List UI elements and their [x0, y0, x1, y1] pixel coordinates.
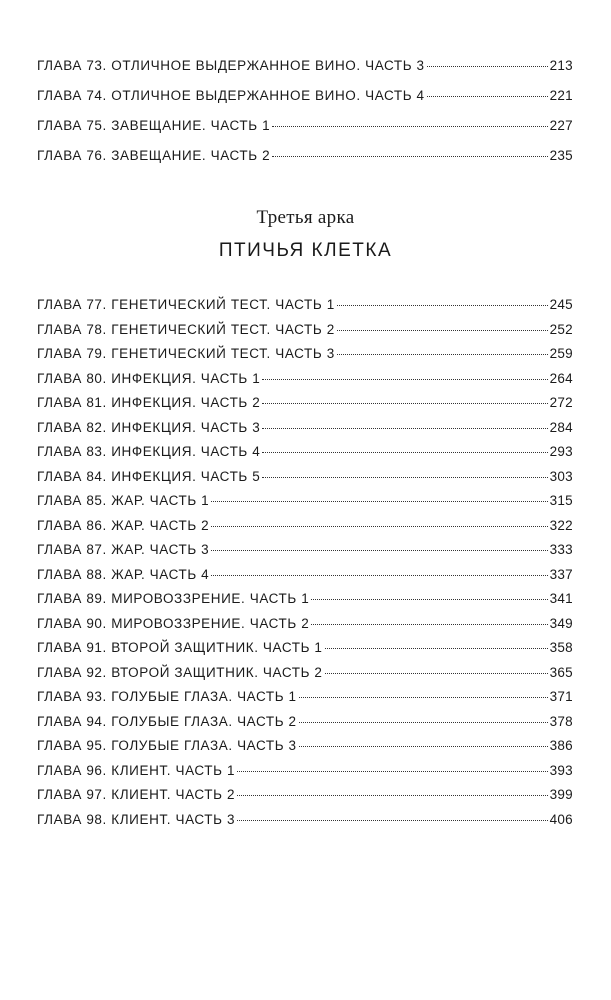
- toc-entry[interactable]: [37, 738, 573, 763]
- entry-title: ГЛАВА 74. ОТЛИЧНОЕ ВЫДЕРЖАННОЕ ВИНО. ЧАСТЬ 4: [37, 88, 425, 103]
- toc-entry[interactable]: [37, 665, 573, 690]
- entry-page-number: 252: [549, 321, 573, 337]
- toc-entry[interactable]: [37, 371, 573, 396]
- toc-entry[interactable]: [37, 118, 573, 148]
- toc-entry[interactable]: [37, 567, 573, 592]
- entry-page-number: 341: [549, 591, 573, 606]
- toc-previous-arc: [37, 58, 573, 178]
- entry-page-number: 365: [549, 664, 573, 680]
- entry-title: ГЛАВА 78. ГЕНЕТИЧЕСКИЙ ТЕСТ. ЧАСТЬ 2: [37, 321, 335, 337]
- dot-leader: [211, 519, 547, 527]
- entry-title: ГЛАВА 76. ЗАВЕЩАНИЕ. ЧАСТЬ 2: [37, 148, 271, 163]
- entry-page-number: 221: [549, 88, 573, 103]
- dot-leader: [311, 617, 547, 625]
- entry-title: ГЛАВА 89. МИРОВОЗЗРЕНИЕ. ЧАСТЬ 1: [37, 591, 310, 606]
- entry-title: ГЛАВА 91. ВТОРОЙ ЗАЩИТНИК. ЧАСТЬ 1: [37, 640, 323, 655]
- entry-title: ГЛАВА 84. ИНФЕКЦИЯ. ЧАСТЬ 5: [37, 468, 261, 484]
- toc-entry[interactable]: [37, 346, 573, 371]
- entry-page-number: 284: [549, 419, 573, 435]
- entry-page-number: 303: [549, 468, 573, 484]
- arc-subtitle: Третья арка: [256, 207, 355, 228]
- entry-page-number: 213: [549, 58, 573, 73]
- entry-title: ГЛАВА 85. ЖАР. ЧАСТЬ 1: [37, 493, 210, 508]
- entry-title: ГЛАВА 88. ЖАР. ЧАСТЬ 4: [37, 566, 210, 582]
- entry-title: ГЛАВА 73. ОТЛИЧНОЕ ВЫДЕРЖАННОЕ ВИНО. ЧАСТЬ 3: [37, 58, 425, 73]
- entry-title: ГЛАВА 81. ИНФЕКЦИЯ. ЧАСТЬ 2: [37, 395, 261, 410]
- dot-leader: [311, 592, 547, 600]
- dot-leader: [211, 568, 547, 576]
- entry-page-number: 378: [549, 713, 573, 729]
- entry-title: ГЛАВА 87. ЖАР. ЧАСТЬ 3: [37, 542, 210, 557]
- toc-entry[interactable]: [37, 322, 573, 347]
- entry-title: ГЛАВА 95. ГОЛУБЫЕ ГЛАЗА. ЧАСТЬ 3: [37, 738, 297, 753]
- entry-title: ГЛАВА 86. ЖАР. ЧАСТЬ 2: [37, 517, 210, 533]
- toc-entry[interactable]: [37, 616, 573, 641]
- entry-title: ГЛАВА 93. ГОЛУБЫЕ ГЛАЗА. ЧАСТЬ 1: [37, 689, 297, 704]
- entry-page-number: 399: [549, 787, 573, 802]
- dot-leader: [337, 347, 548, 355]
- dot-leader: [262, 396, 547, 404]
- dot-leader: [325, 641, 548, 649]
- toc-entry[interactable]: [37, 714, 573, 739]
- entry-title: ГЛАВА 83. ИНФЕКЦИЯ. ЧАСТЬ 4: [37, 444, 261, 459]
- toc-entry[interactable]: [37, 297, 573, 322]
- entry-title: ГЛАВА 90. МИРОВОЗЗРЕНИЕ. ЧАСТЬ 2: [37, 615, 310, 631]
- toc-entry[interactable]: [37, 469, 573, 494]
- entry-page-number: 393: [549, 762, 573, 778]
- dot-leader: [337, 298, 548, 306]
- entry-page-number: 406: [549, 811, 573, 827]
- entry-page-number: 358: [549, 640, 573, 655]
- toc-entry[interactable]: [37, 689, 573, 714]
- toc-entry[interactable]: [37, 518, 573, 543]
- entry-page-number: 264: [549, 370, 573, 386]
- entry-page-number: 349: [549, 615, 573, 631]
- entry-title: ГЛАВА 79. ГЕНЕТИЧЕСКИЙ ТЕСТ. ЧАСТЬ 3: [37, 346, 335, 361]
- toc-entry[interactable]: [37, 444, 573, 469]
- entry-title: ГЛАВА 94. ГОЛУБЫЕ ГЛАЗА. ЧАСТЬ 2: [37, 713, 297, 729]
- entry-page-number: 371: [549, 689, 573, 704]
- entry-title: ГЛАВА 92. ВТОРОЙ ЗАЩИТНИК. ЧАСТЬ 2: [37, 664, 323, 680]
- entry-title: ГЛАВА 97. КЛИЕНТ. ЧАСТЬ 2: [37, 787, 236, 802]
- toc-entry[interactable]: [37, 88, 573, 118]
- toc-entry[interactable]: [37, 812, 573, 837]
- dot-leader: [211, 494, 547, 502]
- dot-leader: [427, 59, 548, 67]
- dot-leader: [272, 149, 547, 157]
- dot-leader: [262, 470, 547, 478]
- entry-page-number: 333: [549, 542, 573, 557]
- dot-leader: [427, 89, 548, 97]
- toc-entry[interactable]: [37, 787, 573, 812]
- toc-third-arc: [37, 297, 573, 836]
- toc-entry[interactable]: [37, 591, 573, 616]
- dot-leader: [299, 715, 548, 723]
- dot-leader: [237, 788, 548, 796]
- dot-leader: [262, 421, 547, 429]
- entry-title: ГЛАВА 96. КЛИЕНТ. ЧАСТЬ 1: [37, 762, 236, 778]
- entry-page-number: 227: [549, 118, 573, 133]
- entry-title: ГЛАВА 82. ИНФЕКЦИЯ. ЧАСТЬ 3: [37, 419, 261, 435]
- entry-page-number: 315: [549, 493, 573, 508]
- entry-title: ГЛАВА 75. ЗАВЕЩАНИЕ. ЧАСТЬ 1: [37, 118, 271, 133]
- toc-entry[interactable]: [37, 58, 573, 88]
- dot-leader: [325, 666, 548, 674]
- dot-leader: [237, 764, 548, 772]
- toc-entry[interactable]: [37, 763, 573, 788]
- entry-title: ГЛАВА 98. КЛИЕНТ. ЧАСТЬ 3: [37, 811, 236, 827]
- entry-title: ГЛАВА 80. ИНФЕКЦИЯ. ЧАСТЬ 1: [37, 370, 261, 386]
- toc-entry[interactable]: [37, 395, 573, 420]
- toc-entry[interactable]: [37, 493, 573, 518]
- entry-page-number: 293: [549, 444, 573, 459]
- dot-leader: [262, 445, 547, 453]
- toc-entry[interactable]: [37, 542, 573, 567]
- entry-page-number: 259: [549, 346, 573, 361]
- dot-leader: [272, 119, 547, 127]
- dot-leader: [299, 690, 548, 698]
- entry-page-number: 322: [549, 517, 573, 533]
- entry-title: ГЛАВА 77. ГЕНЕТИЧЕСКИЙ ТЕСТ. ЧАСТЬ 1: [37, 297, 335, 312]
- entry-page-number: 235: [549, 148, 573, 163]
- dot-leader: [262, 372, 547, 380]
- dot-leader: [237, 813, 548, 821]
- entry-page-number: 245: [549, 297, 573, 312]
- dot-leader: [299, 739, 548, 747]
- arc-title: ПТИЧЬЯ КЛЕТКА: [218, 240, 393, 261]
- dot-leader: [337, 323, 548, 331]
- toc-entry[interactable]: [37, 420, 573, 445]
- toc-entry[interactable]: [37, 640, 573, 665]
- entry-page-number: 386: [549, 738, 573, 753]
- dot-leader: [211, 543, 547, 551]
- entry-page-number: 272: [549, 395, 573, 410]
- toc-entry[interactable]: [37, 148, 573, 178]
- entry-page-number: 337: [549, 566, 573, 582]
